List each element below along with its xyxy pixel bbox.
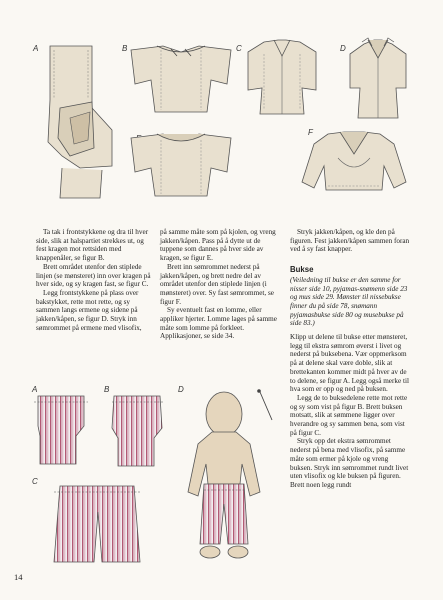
paragraph: Brett inn sømrommet nederst på jakken/kåpen, og brett nedre del av området utenfor den stiplede linjen (i mønsteret) over. Sy fast sømrommet, se figur F. — [160, 262, 274, 306]
figure-c-collar-sewn-illustration — [127, 126, 235, 198]
figure-label-e: D — [340, 44, 346, 53]
figure-a-jacket-front-illustration — [40, 38, 116, 206]
paragraph: Brett området utenfor den stiplede linjen (se mønsteret) inn over kragen på hver side, og sy kragen fast, se figur C. — [36, 262, 151, 289]
figure-f-jacket-hem-illustration — [298, 128, 410, 194]
figure-a-pants-piece-illustration — [30, 392, 92, 468]
text-column-2 — [160, 228, 278, 341]
page-number: 14 — [14, 572, 23, 582]
figure-label-pants-c: C — [32, 477, 38, 486]
paragraph: på samme måte som på kjolen, og vreng jakken/kåpen. Pass på å dytte ut de tuppene som dannes på hver side av kragen, se figur E. — [160, 228, 276, 263]
text-column-3 — [290, 228, 410, 573]
paragraph: Ta tak i frontstykkene og dra til hver side, slik at halspartiet strekkes ut, og fest kragen mot rettsiden med knappenåler, se figur B. — [36, 228, 149, 263]
figure-e-jacket-turned-illustration — [346, 36, 410, 120]
figure-b-collar-pinned-illustration — [127, 40, 235, 116]
figure-label-pants-d: D — [178, 385, 184, 394]
figure-label-pants-b: B — [104, 385, 110, 394]
figure-label-b: B — [122, 44, 128, 53]
figure-label-d: C — [236, 44, 242, 53]
bukse-intro-note: (Veiledning til bukse er den samme for nisser side 10, pyjamas-snømenn side 23 og mus side 29. Mønster til nissebukse finner du på side 78, snømann pyjamasbukse side 80 og musebukse på side 83.) — [290, 275, 408, 328]
paragraph: Legg de to buksedelene rette mot rette og sy som vist på figur B. Brett buksen motsatt, slik at sømmene ligger over hverandre og sy sammen bena, som vist på figur C. — [290, 393, 408, 437]
section-heading-bukse: Bukse — [290, 265, 314, 275]
figure-d-jacket-sewn-illustration — [244, 38, 320, 116]
paragraph: Stryk opp det ekstra sømrommet nederst på bena med vlisofix, på samme måte som ermer på kjole og vreng buksen. Stryk inn sømrommet rundt livet uten vlisofix og kle buksen på figuren. Brett noen legg rundt — [290, 437, 409, 489]
figure-label-f: F — [308, 128, 313, 137]
figure-d-doll-wearing-pants-illustration — [168, 384, 286, 562]
figure-label-pants-a: A — [32, 385, 38, 394]
figure-label-a: A — [33, 44, 39, 53]
figure-b-pants-sewn-illustration — [106, 392, 170, 470]
paragraph: Klipp ut delene til bukse etter mønsteret, legg til ekstra sømrom øverst i livet og nederst på buksebena. Vær oppmerksom på at delene skal være doble, slik at brettekanten kommer midt på hver av de to delene, se figur A. Legg også merke til hva som er opp og ned på buksen. — [290, 333, 409, 394]
figure-c-pants-legs-illustration — [32, 482, 162, 564]
paragraph: Sy eventuelt fast en lomme, eller appliker hjerter. Lomme lages på samme måte som lomme på forkleet. Applikasjoner, se side 34. — [160, 306, 277, 341]
paragraph: Legg frontstykkene på plass over bakstykket, rette mot rette, og sy sammen langs ermene og sidene på jakken/kåpen, se figur D. Stryk inn sømrommet på ermene med vlisofix, — [36, 288, 142, 332]
paragraph: Stryk jakken/kåpen, og kle den på figuren. Fest jakken/kåpen sammen foran ved å sy fast knapper. — [290, 228, 410, 254]
text-column-1 — [36, 228, 154, 332]
